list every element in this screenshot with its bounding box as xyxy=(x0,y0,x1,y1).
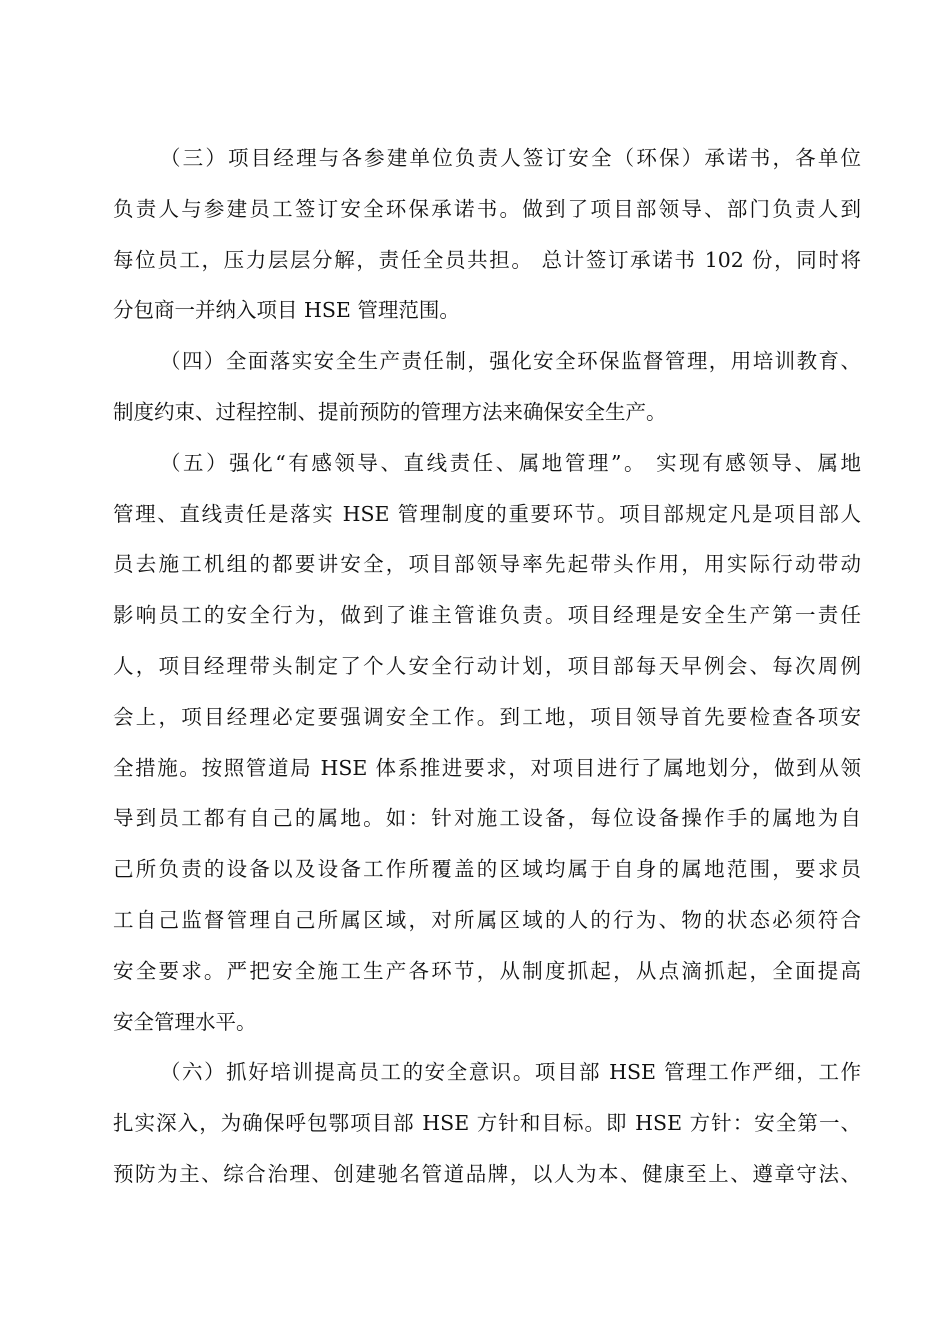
text-line: （三）项目经理与各参建单位负责人签订安全（环保）承诺书，各单位 xyxy=(160,146,861,170)
paragraph-6 xyxy=(113,1047,861,1199)
text-line: 员去施工机组的都要讲安全，项目部领导率先起带头作用，用实际行动带动 xyxy=(113,552,861,577)
text-line: 会上，项目经理必定要强调安全工作。到工地，项目领导首先要检查各项安 xyxy=(113,704,861,729)
text-line: 预防为主、综合治理、创建驰名管道品牌，以人为本、健康至上、遵章守法、 xyxy=(113,1161,861,1186)
text-line: （四）全面落实安全生产责任制，强化安全环保监督管理，用培训教育、 xyxy=(160,349,861,374)
document-body xyxy=(113,133,861,1200)
text-line: （五）强化“有感领导、直线责任、属地管理”。 实现有感领导、属地 xyxy=(160,450,861,475)
paragraph-4 xyxy=(113,336,861,438)
text-line: 负责人与参建员工签订安全环保承诺书。做到了项目部领导、部门负责人到 xyxy=(113,196,861,221)
text-line: （六）抓好培训提高员工的安全意识。项目部 HSE 管理工作严细，工作 xyxy=(160,1060,861,1085)
text-line: 安全要求。严把安全施工生产各环节，从制度抓起，从点滴抓起，全面提高 xyxy=(113,958,861,983)
text-line: 导到员工都有自己的属地。如：针对施工设备，每位设备操作手的属地为自 xyxy=(113,806,861,831)
text-line: 人，项目经理带头制定了个人安全行动计划，项目部每天早例会、每次周例 xyxy=(113,653,861,678)
text-line: 影响员工的安全行为，做到了谁主管谁负责。项目经理是安全生产第一责任 xyxy=(113,603,861,628)
text-line: 每位员工，压力层层分解，责任全员共担。 总计签订承诺书 102 份，同时将 xyxy=(113,247,861,272)
text-line: 分包商一并纳入项目 HSE 管理范围。 xyxy=(113,298,460,323)
text-line: 扎实深入，为确保呼包鄂项目部 HSE 方针和目标。即 HSE 方针：安全第一、 xyxy=(113,1111,861,1136)
text-line: 管理、直线责任是落实 HSE 管理制度的重要环节。项目部规定凡是项目部人 xyxy=(113,501,861,526)
paragraph-5 xyxy=(113,438,861,1048)
text-line: 己所负责的设备以及设备工作所覆盖的区域均属于自身的属地范围，要求员 xyxy=(113,857,861,882)
text-line: 工自己监督管理自己所属区域，对所属区域的人的行为、物的状态必须符合 xyxy=(113,907,861,932)
text-line: 制度约束、过程控制、提前预防的管理方法来确保安全生产。 xyxy=(113,399,667,424)
text-line: 全措施。按照管道局 HSE 体系推进要求，对项目进行了属地划分，做到从领 xyxy=(113,755,861,780)
paragraph-3 xyxy=(113,133,861,336)
text-line: 安全管理水平。 xyxy=(113,1009,257,1034)
